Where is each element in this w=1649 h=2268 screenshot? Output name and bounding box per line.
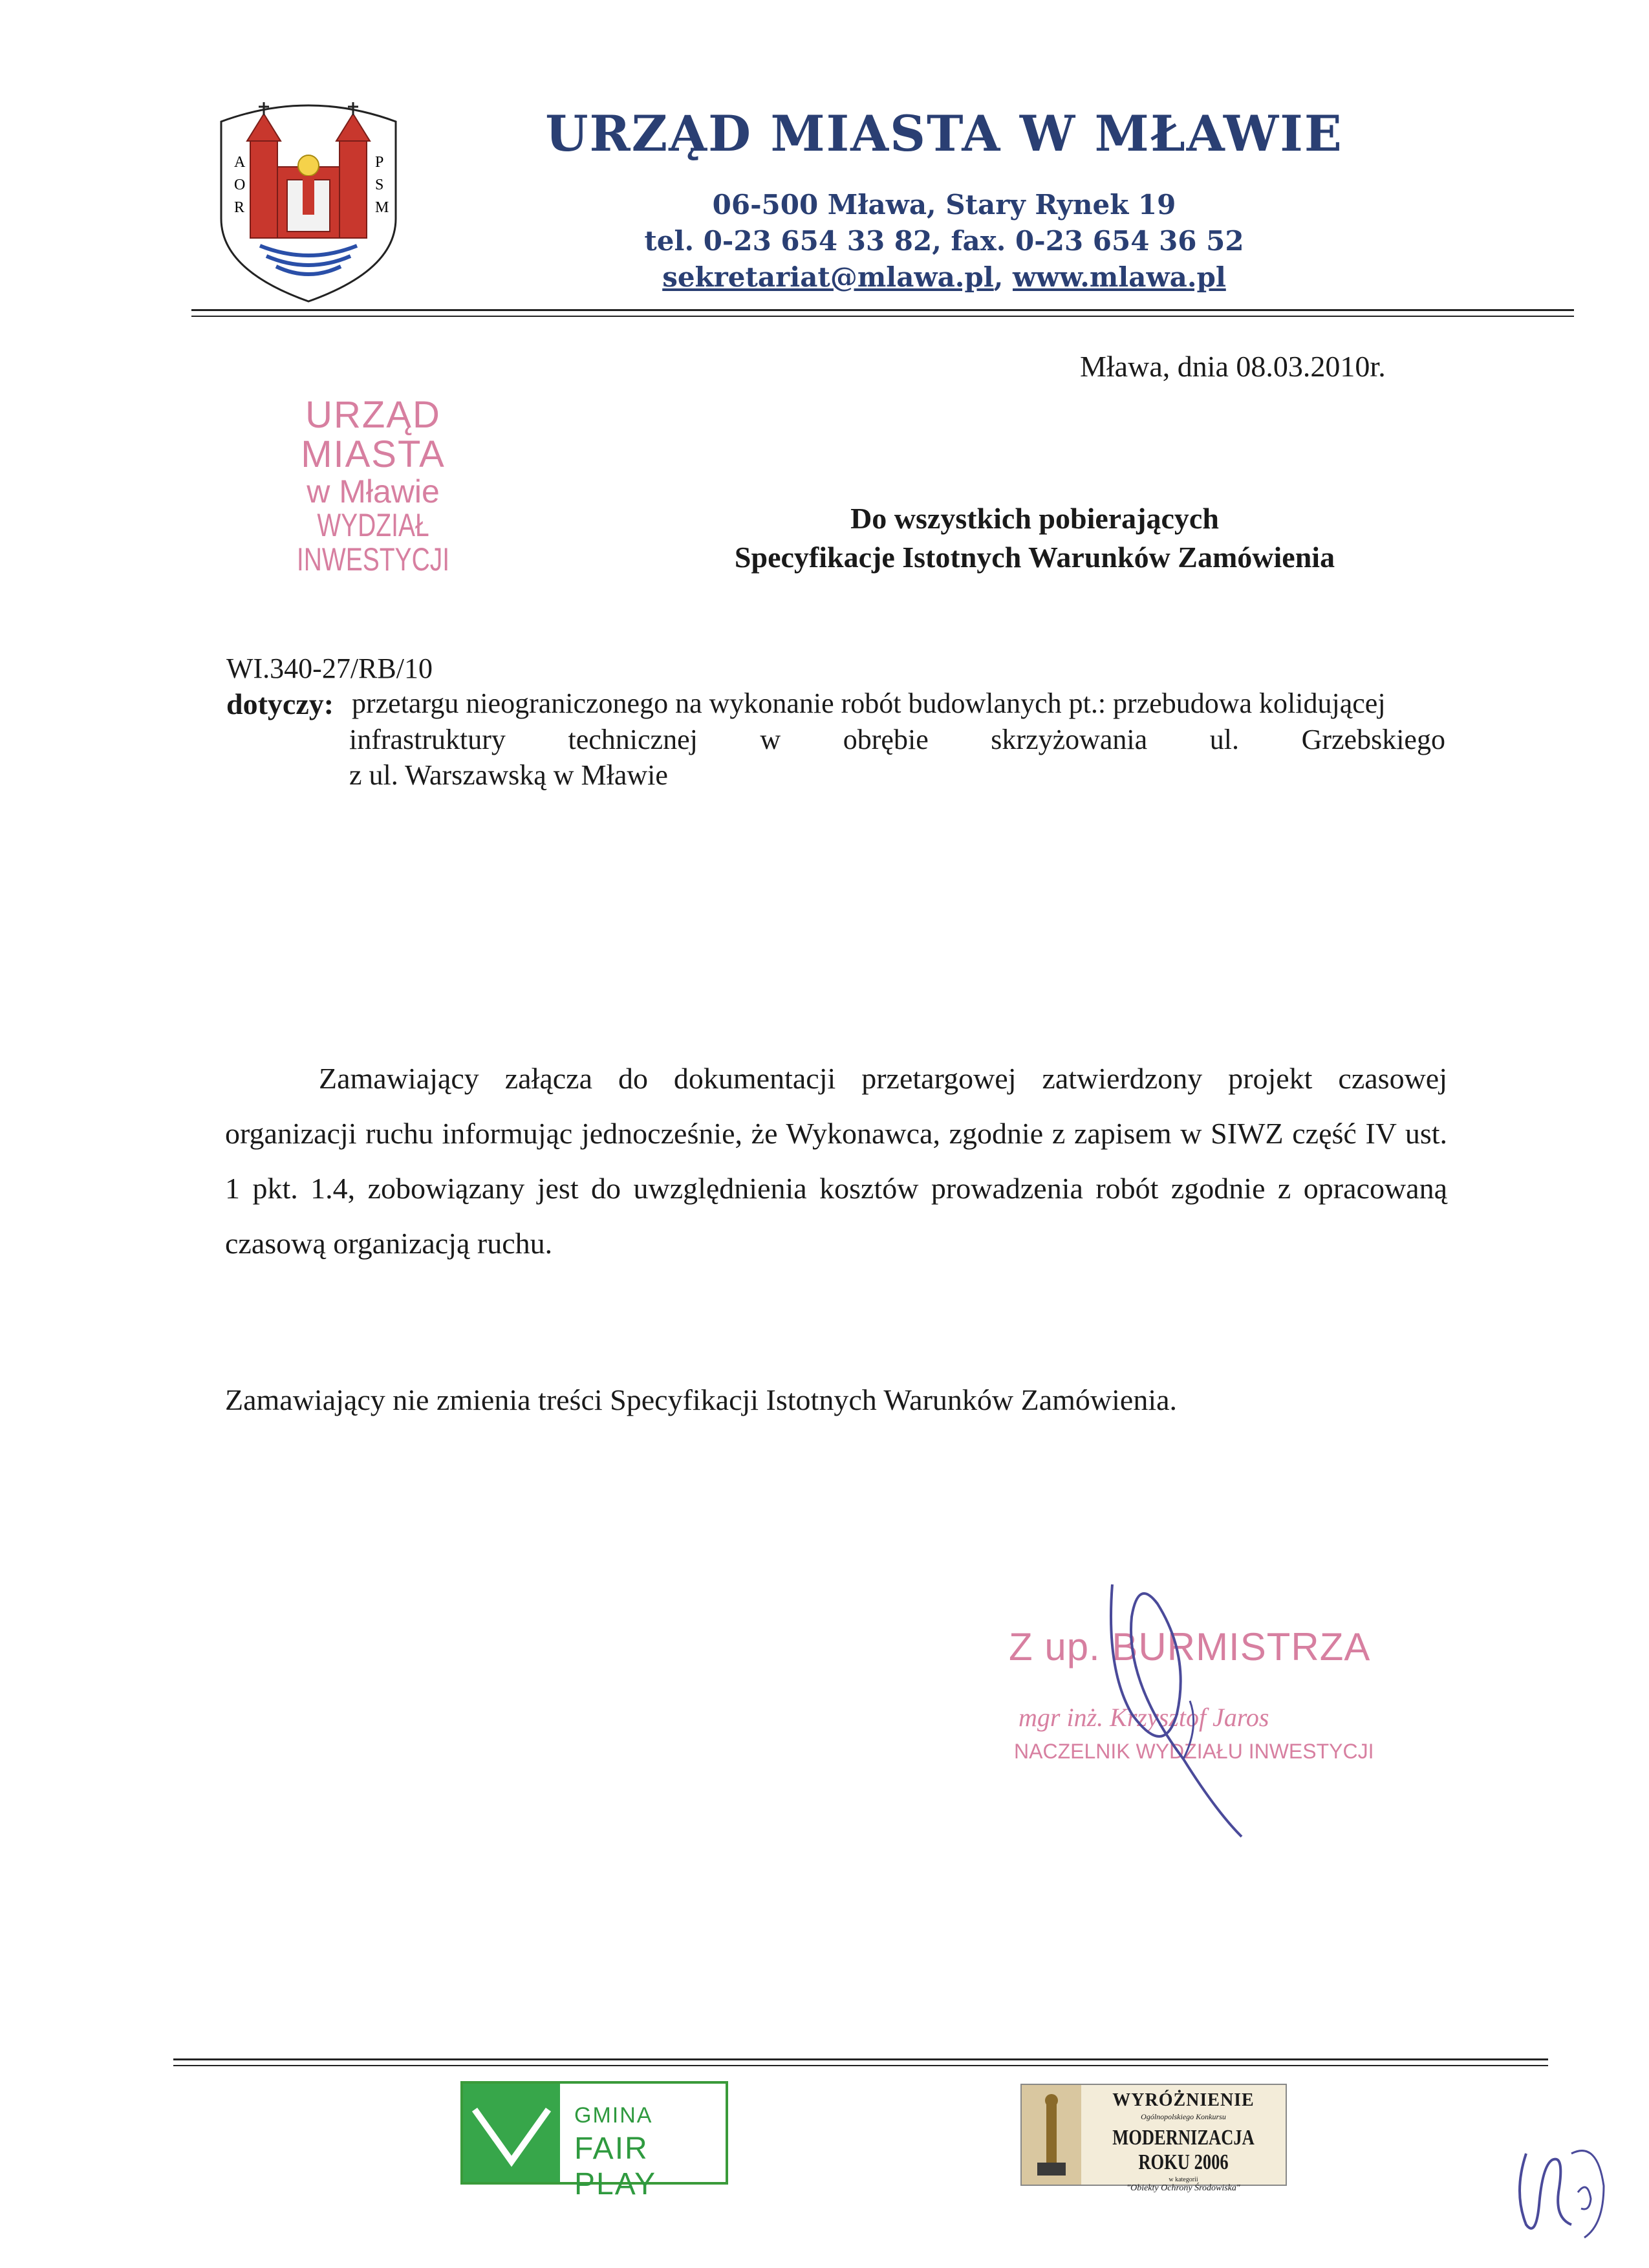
crest-letter-right-2: S <box>375 177 384 193</box>
regarding-label: dotyczy: <box>226 687 334 720</box>
crest-letter-left-2: O <box>234 177 246 193</box>
award-statue-icon <box>1022 2085 1081 2185</box>
award-badge <box>1020 2084 1287 2193</box>
fair-play-top-text: GMINA <box>574 2103 653 2128</box>
regarding-line-1: przetargu nieograniczonego na wykonanie robót budowlanych pt.: przebudowa kolidującej <box>352 687 1386 719</box>
regarding-word: obrębie <box>843 724 929 755</box>
award-category-prefix: w kategorii <box>1169 2176 1198 2183</box>
body-paragraph-1: Zamawiający załącza do dokumentacji przetargowej zatwierdzony projekt czasowej organizacji ruchu informując jednocześnie, że Wykonawca, zgodnie z zapisem w SIWZ część IV ust. 1 pkt. 1.4, zobowiązany jest do uwzględnienia kosztów prowadzenia robót zgodnie z opracowaną czasową organizacją ruchu. <box>225 1062 1447 1260</box>
header-rule-bottom <box>191 316 1574 317</box>
award-title: WYRÓŻNIENIE <box>1112 2090 1255 2110</box>
fair-play-main-text: FAIR PLAY <box>574 2132 657 2201</box>
regarding-word: skrzyżowania <box>991 724 1148 755</box>
footer-rule-bottom <box>173 2065 1548 2066</box>
body-paragraph-2: Zamawiający nie zmienia treści Specyfikacji Istotnych Warunków Zamówienia. <box>225 1383 1178 1416</box>
stamp-line-department: WYDZIAŁ INWESTYCJI <box>296 507 450 578</box>
website-link[interactable]: www.mlawa.pl <box>1013 261 1226 293</box>
office-title: URZĄD MIASTA W MŁAWIE <box>545 105 1343 162</box>
office-contact-links <box>453 261 1436 293</box>
fair-play-check-icon <box>463 2084 560 2182</box>
reference-number: WI.340-27/RB/10 <box>226 653 433 684</box>
handwritten-initials-icon <box>1507 2115 1617 2244</box>
award-main-text: MODERNIZACJA ROKU 2006 <box>1112 2126 1255 2174</box>
crest-letter-right-1: P <box>375 154 384 171</box>
regarding-word: w <box>760 724 781 755</box>
fair-play-badge <box>460 2081 728 2201</box>
stamp-line-office: URZĄD MIASTA <box>301 394 446 475</box>
award-subtitle: Ogólnopolskiego Konkursu <box>1141 2112 1226 2121</box>
award-category: "Obiekty Ochrony Środowiska" <box>1126 2183 1240 2193</box>
crest-letter-left-1: A <box>234 154 246 171</box>
crest-letter-left-3: R <box>234 199 245 216</box>
signature-stamp-title: Z up. BURMISTRZA <box>1009 1625 1371 1669</box>
regarding-line-2 <box>349 723 1445 756</box>
recipient-block <box>647 499 1423 577</box>
signatory-role: NACZELNIK WYDZIAŁU INWESTYCJI <box>1014 1740 1374 1763</box>
regarding-word: ul. <box>1209 724 1240 755</box>
regarding-line-3: z ul. Warszawską w Mławie <box>349 759 668 791</box>
stamp-line-city: w Mławie <box>307 473 440 510</box>
header-rule-top <box>191 309 1574 311</box>
handwritten-signature-icon <box>1086 1565 1293 1850</box>
office-address: 06-500 Mława, Stary Rynek 19 <box>712 189 1176 221</box>
crest-letter-right-3: M <box>375 199 389 216</box>
city-crest-icon <box>215 96 402 304</box>
department-stamp <box>228 396 519 576</box>
email-link[interactable]: sekretariat@mlawa.pl <box>662 261 994 293</box>
signatory-name: mgr inż. Krzysztof Jaros <box>1018 1703 1269 1732</box>
recipient-line-1: Do wszystkich pobierających <box>850 502 1219 535</box>
regarding-word: infrastruktury <box>349 724 506 755</box>
regarding-word: technicznej <box>568 724 698 755</box>
letter-date: Mława, dnia 08.03.2010r. <box>1080 350 1386 383</box>
recipient-line-2: Specyfikacje Istotnych Warunków Zamówienia <box>734 541 1335 574</box>
regarding-word: Grzebskiego <box>1301 724 1445 755</box>
footer-rule-top <box>173 2058 1548 2060</box>
office-phone-fax: tel. 0-23 654 33 82, fax. 0-23 654 36 52 <box>644 225 1244 257</box>
contact-separator: , <box>993 261 1013 293</box>
